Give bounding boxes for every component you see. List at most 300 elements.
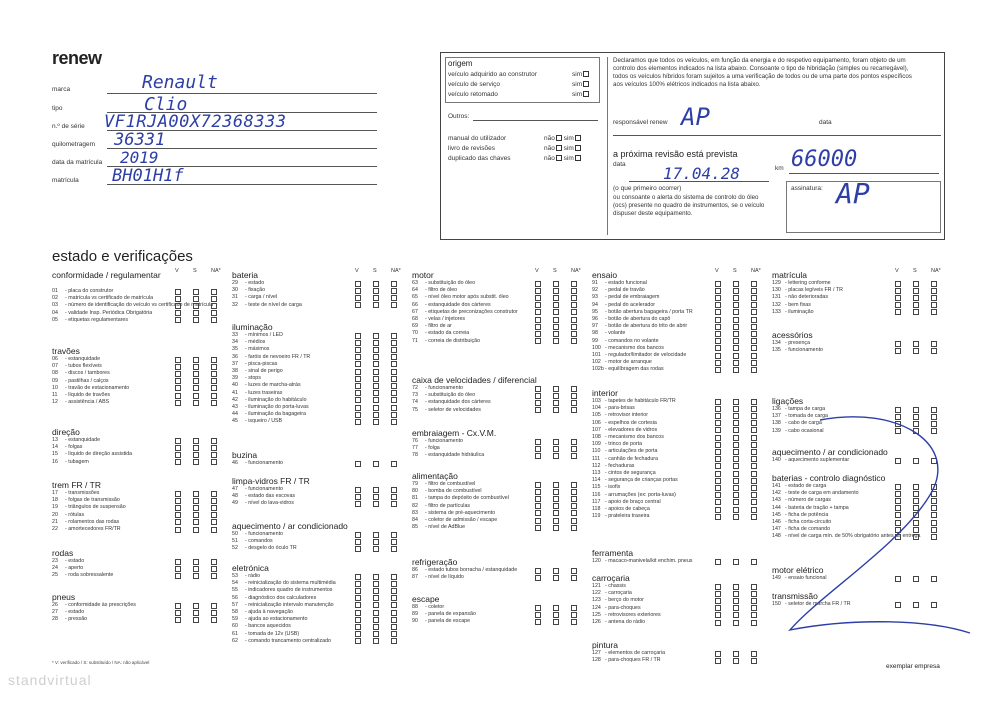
- checkbox[interactable]: [391, 487, 397, 493]
- checkbox[interactable]: [733, 658, 739, 664]
- checkbox[interactable]: [391, 340, 397, 346]
- checkbox[interactable]: [715, 281, 721, 287]
- checkbox[interactable]: [553, 309, 559, 315]
- checkbox[interactable]: [553, 446, 559, 452]
- checkbox[interactable]: [733, 317, 739, 323]
- checkbox[interactable]: [733, 591, 739, 597]
- checkbox[interactable]: [355, 376, 361, 382]
- checkbox[interactable]: [391, 390, 397, 396]
- checkbox[interactable]: [751, 295, 757, 301]
- checkbox[interactable]: [373, 340, 379, 346]
- checkbox[interactable]: [535, 309, 541, 315]
- checkbox[interactable]: [193, 445, 199, 451]
- checkbox[interactable]: [751, 302, 757, 308]
- checkbox[interactable]: [571, 407, 577, 413]
- checkbox[interactable]: [751, 620, 757, 626]
- checkbox[interactable]: [733, 492, 739, 498]
- checkbox[interactable]: [571, 386, 577, 392]
- checkbox[interactable]: [913, 309, 919, 315]
- checkbox[interactable]: [571, 525, 577, 531]
- checkbox[interactable]: [733, 651, 739, 657]
- checkbox[interactable]: [571, 612, 577, 618]
- checkbox[interactable]: [355, 617, 361, 623]
- checkbox[interactable]: [373, 302, 379, 308]
- checkbox[interactable]: [391, 461, 397, 467]
- checkbox[interactable]: [715, 456, 721, 462]
- checkbox[interactable]: [553, 568, 559, 574]
- checkbox[interactable]: [373, 617, 379, 623]
- checkbox[interactable]: [373, 546, 379, 552]
- checkbox[interactable]: [535, 605, 541, 611]
- checkbox[interactable]: [715, 559, 721, 565]
- checkbox[interactable]: [553, 525, 559, 531]
- checkbox[interactable]: [715, 463, 721, 469]
- checkbox[interactable]: [355, 288, 361, 294]
- checkbox[interactable]: [175, 310, 181, 316]
- checkbox[interactable]: [211, 357, 217, 363]
- checkbox[interactable]: [715, 485, 721, 491]
- checkbox[interactable]: [751, 427, 757, 433]
- checkbox[interactable]: [751, 406, 757, 412]
- checkbox[interactable]: [373, 390, 379, 396]
- checkbox[interactable]: [391, 581, 397, 587]
- checkbox[interactable]: [715, 584, 721, 590]
- checkbox[interactable]: [751, 651, 757, 657]
- checkbox[interactable]: [751, 456, 757, 462]
- checkbox[interactable]: [751, 413, 757, 419]
- checkbox[interactable]: [571, 439, 577, 445]
- checkbox[interactable]: [211, 438, 217, 444]
- checkbox[interactable]: [535, 453, 541, 459]
- checkbox[interactable]: [535, 331, 541, 337]
- checkbox[interactable]: [715, 435, 721, 441]
- checkbox[interactable]: [535, 393, 541, 399]
- checkbox[interactable]: [751, 463, 757, 469]
- checkbox[interactable]: [175, 364, 181, 370]
- checkbox[interactable]: [571, 302, 577, 308]
- checkbox[interactable]: [193, 527, 199, 533]
- checkbox[interactable]: [373, 581, 379, 587]
- checkbox[interactable]: [391, 397, 397, 403]
- checkbox[interactable]: [751, 353, 757, 359]
- checkbox[interactable]: [373, 369, 379, 375]
- checkbox[interactable]: [211, 296, 217, 302]
- checkbox[interactable]: [211, 378, 217, 384]
- checkbox[interactable]: [211, 385, 217, 391]
- checkbox[interactable]: [751, 591, 757, 597]
- checkbox[interactable]: [571, 400, 577, 406]
- checkbox[interactable]: [391, 412, 397, 418]
- checkbox[interactable]: [373, 532, 379, 538]
- checkbox[interactable]: [211, 527, 217, 533]
- checkbox[interactable]: [355, 539, 361, 545]
- checkbox[interactable]: [175, 498, 181, 504]
- checkbox[interactable]: [895, 341, 901, 347]
- checkbox[interactable]: [175, 617, 181, 623]
- checkbox[interactable]: [373, 624, 379, 630]
- checkbox[interactable]: [535, 407, 541, 413]
- checkbox[interactable]: [193, 303, 199, 309]
- checkbox[interactable]: [715, 514, 721, 520]
- checkbox[interactable]: [715, 338, 721, 344]
- checkbox[interactable]: [553, 605, 559, 611]
- checkbox[interactable]: [211, 559, 217, 565]
- checkbox[interactable]: [751, 605, 757, 611]
- checkbox[interactable]: [715, 591, 721, 597]
- checkbox[interactable]: [211, 400, 217, 406]
- checkbox[interactable]: [535, 295, 541, 301]
- checkbox[interactable]: [355, 405, 361, 411]
- checkbox[interactable]: [391, 376, 397, 382]
- checkbox[interactable]: [391, 532, 397, 538]
- checkbox[interactable]: [913, 348, 919, 354]
- checkbox[interactable]: [355, 295, 361, 301]
- checkbox[interactable]: [715, 399, 721, 405]
- checkbox[interactable]: [391, 631, 397, 637]
- checkbox[interactable]: [715, 427, 721, 433]
- checkbox[interactable]: [355, 302, 361, 308]
- checkbox[interactable]: [751, 442, 757, 448]
- checkbox[interactable]: [895, 288, 901, 294]
- checkbox[interactable]: [751, 399, 757, 405]
- checkbox[interactable]: [193, 289, 199, 295]
- checkbox[interactable]: [553, 407, 559, 413]
- checkbox[interactable]: [175, 603, 181, 609]
- checkbox[interactable]: [193, 371, 199, 377]
- checkbox[interactable]: [391, 546, 397, 552]
- checkbox[interactable]: [583, 71, 589, 77]
- checkbox[interactable]: [535, 510, 541, 516]
- checkbox[interactable]: [355, 383, 361, 389]
- checkbox[interactable]: [715, 605, 721, 611]
- checkbox[interactable]: [175, 289, 181, 295]
- checkbox[interactable]: [715, 345, 721, 351]
- checkbox[interactable]: [355, 588, 361, 594]
- checkbox[interactable]: [751, 507, 757, 513]
- checkbox[interactable]: [391, 295, 397, 301]
- checkbox[interactable]: [391, 419, 397, 425]
- checkbox[interactable]: [733, 598, 739, 604]
- checkbox[interactable]: [715, 367, 721, 373]
- checkbox[interactable]: [175, 445, 181, 451]
- checkbox[interactable]: [535, 482, 541, 488]
- checkbox[interactable]: [571, 309, 577, 315]
- checkbox[interactable]: [211, 371, 217, 377]
- checkbox[interactable]: [355, 631, 361, 637]
- checkbox[interactable]: [751, 559, 757, 565]
- checkbox[interactable]: [733, 605, 739, 611]
- checkbox[interactable]: [175, 303, 181, 309]
- checkbox[interactable]: [733, 288, 739, 294]
- checkbox[interactable]: [355, 347, 361, 353]
- checkbox[interactable]: [535, 317, 541, 323]
- checkbox[interactable]: [391, 333, 397, 339]
- checkbox[interactable]: [931, 309, 937, 315]
- checkbox[interactable]: [751, 345, 757, 351]
- checkbox[interactable]: [355, 610, 361, 616]
- checkbox[interactable]: [751, 281, 757, 287]
- checkbox[interactable]: [355, 624, 361, 630]
- checkbox[interactable]: [733, 302, 739, 308]
- checkbox[interactable]: [211, 566, 217, 572]
- checkbox[interactable]: [373, 376, 379, 382]
- checkbox[interactable]: [913, 295, 919, 301]
- checkbox[interactable]: [535, 525, 541, 531]
- checkbox[interactable]: [553, 482, 559, 488]
- checkbox[interactable]: [355, 333, 361, 339]
- checkbox[interactable]: [355, 397, 361, 403]
- checkbox[interactable]: [355, 532, 361, 538]
- checkbox[interactable]: [193, 364, 199, 370]
- checkbox[interactable]: [583, 81, 589, 87]
- checkbox[interactable]: [733, 514, 739, 520]
- checkbox[interactable]: [211, 617, 217, 623]
- checkbox[interactable]: [733, 353, 739, 359]
- checkbox[interactable]: [391, 347, 397, 353]
- checkbox[interactable]: [391, 354, 397, 360]
- checkbox[interactable]: [193, 393, 199, 399]
- checkbox[interactable]: [913, 288, 919, 294]
- checkbox[interactable]: [373, 412, 379, 418]
- checkbox[interactable]: [175, 371, 181, 377]
- checkbox[interactable]: [751, 449, 757, 455]
- checkbox[interactable]: [571, 518, 577, 524]
- checkbox[interactable]: [751, 598, 757, 604]
- checkbox[interactable]: [931, 295, 937, 301]
- checkbox[interactable]: [391, 610, 397, 616]
- checkbox[interactable]: [193, 310, 199, 316]
- checkbox[interactable]: [715, 353, 721, 359]
- checkbox[interactable]: [193, 378, 199, 384]
- checkbox[interactable]: [733, 456, 739, 462]
- checkbox[interactable]: [391, 405, 397, 411]
- checkbox[interactable]: [193, 438, 199, 444]
- checkbox[interactable]: [535, 518, 541, 524]
- checkbox[interactable]: [535, 281, 541, 287]
- checkbox[interactable]: [733, 309, 739, 315]
- checkbox[interactable]: [373, 595, 379, 601]
- checkbox[interactable]: [553, 518, 559, 524]
- checkbox[interactable]: [391, 501, 397, 507]
- checkbox[interactable]: [391, 624, 397, 630]
- checkbox[interactable]: [733, 295, 739, 301]
- checkbox[interactable]: [175, 512, 181, 518]
- checkbox[interactable]: [193, 505, 199, 511]
- checkbox[interactable]: [175, 438, 181, 444]
- checkbox[interactable]: [751, 288, 757, 294]
- checkbox[interactable]: [193, 498, 199, 504]
- checkbox[interactable]: [193, 385, 199, 391]
- checkbox[interactable]: [733, 507, 739, 513]
- checkbox[interactable]: [733, 345, 739, 351]
- checkbox[interactable]: [355, 638, 361, 644]
- checkbox[interactable]: [373, 354, 379, 360]
- checkbox[interactable]: [175, 296, 181, 302]
- checkbox[interactable]: [535, 496, 541, 502]
- checkbox[interactable]: [553, 331, 559, 337]
- checkbox[interactable]: [895, 302, 901, 308]
- checkbox[interactable]: [575, 145, 581, 151]
- checkbox[interactable]: [391, 595, 397, 601]
- checkbox[interactable]: [751, 499, 757, 505]
- checkbox[interactable]: [715, 302, 721, 308]
- checkbox[interactable]: [391, 574, 397, 580]
- checkbox[interactable]: [535, 288, 541, 294]
- checkbox[interactable]: [715, 499, 721, 505]
- checkbox[interactable]: [391, 617, 397, 623]
- checkbox[interactable]: [571, 288, 577, 294]
- checkbox[interactable]: [373, 539, 379, 545]
- checkbox[interactable]: [211, 310, 217, 316]
- checkbox[interactable]: [733, 367, 739, 373]
- checkbox[interactable]: [733, 406, 739, 412]
- checkbox[interactable]: [895, 281, 901, 287]
- checkbox[interactable]: [193, 400, 199, 406]
- checkbox[interactable]: [193, 573, 199, 579]
- checkbox[interactable]: [733, 420, 739, 426]
- checkbox[interactable]: [355, 281, 361, 287]
- checkbox[interactable]: [373, 631, 379, 637]
- checkbox[interactable]: [553, 281, 559, 287]
- checkbox[interactable]: [715, 612, 721, 618]
- checkbox[interactable]: [355, 501, 361, 507]
- checkbox[interactable]: [931, 281, 937, 287]
- checkbox[interactable]: [733, 338, 739, 344]
- checkbox[interactable]: [373, 405, 379, 411]
- checkbox[interactable]: [733, 471, 739, 477]
- checkbox[interactable]: [571, 496, 577, 502]
- checkbox[interactable]: [553, 386, 559, 392]
- checkbox[interactable]: [553, 338, 559, 344]
- checkbox[interactable]: [391, 361, 397, 367]
- checkbox[interactable]: [751, 478, 757, 484]
- checkbox[interactable]: [733, 360, 739, 366]
- checkbox[interactable]: [895, 295, 901, 301]
- checkbox[interactable]: [751, 435, 757, 441]
- checkbox[interactable]: [733, 399, 739, 405]
- checkbox[interactable]: [931, 348, 937, 354]
- checkbox[interactable]: [535, 612, 541, 618]
- checkbox[interactable]: [373, 419, 379, 425]
- checkbox[interactable]: [715, 507, 721, 513]
- checkbox[interactable]: [193, 459, 199, 465]
- checkbox[interactable]: [571, 393, 577, 399]
- checkbox[interactable]: [373, 361, 379, 367]
- checkbox[interactable]: [913, 341, 919, 347]
- checkbox[interactable]: [175, 385, 181, 391]
- checkbox[interactable]: [931, 302, 937, 308]
- checkbox[interactable]: [355, 602, 361, 608]
- checkbox[interactable]: [715, 360, 721, 366]
- checkbox[interactable]: [535, 338, 541, 344]
- checkbox[interactable]: [193, 603, 199, 609]
- checkbox[interactable]: [373, 588, 379, 594]
- checkbox[interactable]: [391, 602, 397, 608]
- checkbox[interactable]: [391, 383, 397, 389]
- checkbox[interactable]: [373, 295, 379, 301]
- checkbox[interactable]: [715, 471, 721, 477]
- checkbox[interactable]: [535, 324, 541, 330]
- checkbox[interactable]: [355, 412, 361, 418]
- checkbox[interactable]: [733, 620, 739, 626]
- checkbox[interactable]: [175, 505, 181, 511]
- checkbox[interactable]: [715, 420, 721, 426]
- checkbox[interactable]: [913, 302, 919, 308]
- checkbox[interactable]: [175, 400, 181, 406]
- checkbox[interactable]: [553, 619, 559, 625]
- checkbox[interactable]: [553, 612, 559, 618]
- checkbox[interactable]: [535, 302, 541, 308]
- checkbox[interactable]: [373, 638, 379, 644]
- checkbox[interactable]: [211, 289, 217, 295]
- checkbox[interactable]: [373, 461, 379, 467]
- checkbox[interactable]: [193, 519, 199, 525]
- checkbox[interactable]: [355, 546, 361, 552]
- checkbox[interactable]: [751, 658, 757, 664]
- checkbox[interactable]: [553, 324, 559, 330]
- checkbox[interactable]: [751, 324, 757, 330]
- checkbox[interactable]: [571, 482, 577, 488]
- checkbox[interactable]: [553, 317, 559, 323]
- checkbox[interactable]: [751, 420, 757, 426]
- checkbox[interactable]: [715, 598, 721, 604]
- checkbox[interactable]: [733, 324, 739, 330]
- checkbox[interactable]: [391, 494, 397, 500]
- checkbox[interactable]: [571, 317, 577, 323]
- checkbox[interactable]: [373, 610, 379, 616]
- checkbox[interactable]: [211, 459, 217, 465]
- checkbox[interactable]: [571, 446, 577, 452]
- checkbox[interactable]: [733, 281, 739, 287]
- checkbox[interactable]: [193, 610, 199, 616]
- checkbox[interactable]: [553, 496, 559, 502]
- checkbox[interactable]: [193, 452, 199, 458]
- checkbox[interactable]: [553, 295, 559, 301]
- checkbox[interactable]: [193, 296, 199, 302]
- checkbox[interactable]: [553, 575, 559, 581]
- checkbox[interactable]: [895, 348, 901, 354]
- checkbox[interactable]: [553, 453, 559, 459]
- checkbox[interactable]: [355, 340, 361, 346]
- checkbox[interactable]: [175, 527, 181, 533]
- checkbox[interactable]: [373, 347, 379, 353]
- checkbox[interactable]: [535, 503, 541, 509]
- checkbox[interactable]: [715, 413, 721, 419]
- checkbox[interactable]: [553, 510, 559, 516]
- checkbox[interactable]: [355, 461, 361, 467]
- checkbox[interactable]: [571, 510, 577, 516]
- checkbox[interactable]: [373, 487, 379, 493]
- checkbox[interactable]: [391, 369, 397, 375]
- checkbox[interactable]: [571, 575, 577, 581]
- checkbox[interactable]: [553, 302, 559, 308]
- checkbox[interactable]: [211, 603, 217, 609]
- checkbox[interactable]: [715, 442, 721, 448]
- checkbox[interactable]: [715, 492, 721, 498]
- checkbox[interactable]: [175, 378, 181, 384]
- checkbox[interactable]: [895, 309, 901, 315]
- checkbox[interactable]: [193, 317, 199, 323]
- checkbox[interactable]: [373, 281, 379, 287]
- checkbox[interactable]: [211, 452, 217, 458]
- checkbox[interactable]: [553, 503, 559, 509]
- checkbox[interactable]: [175, 452, 181, 458]
- checkbox[interactable]: [733, 413, 739, 419]
- checkbox[interactable]: [571, 338, 577, 344]
- checkbox[interactable]: [193, 559, 199, 565]
- checkbox[interactable]: [571, 324, 577, 330]
- checkbox[interactable]: [733, 478, 739, 484]
